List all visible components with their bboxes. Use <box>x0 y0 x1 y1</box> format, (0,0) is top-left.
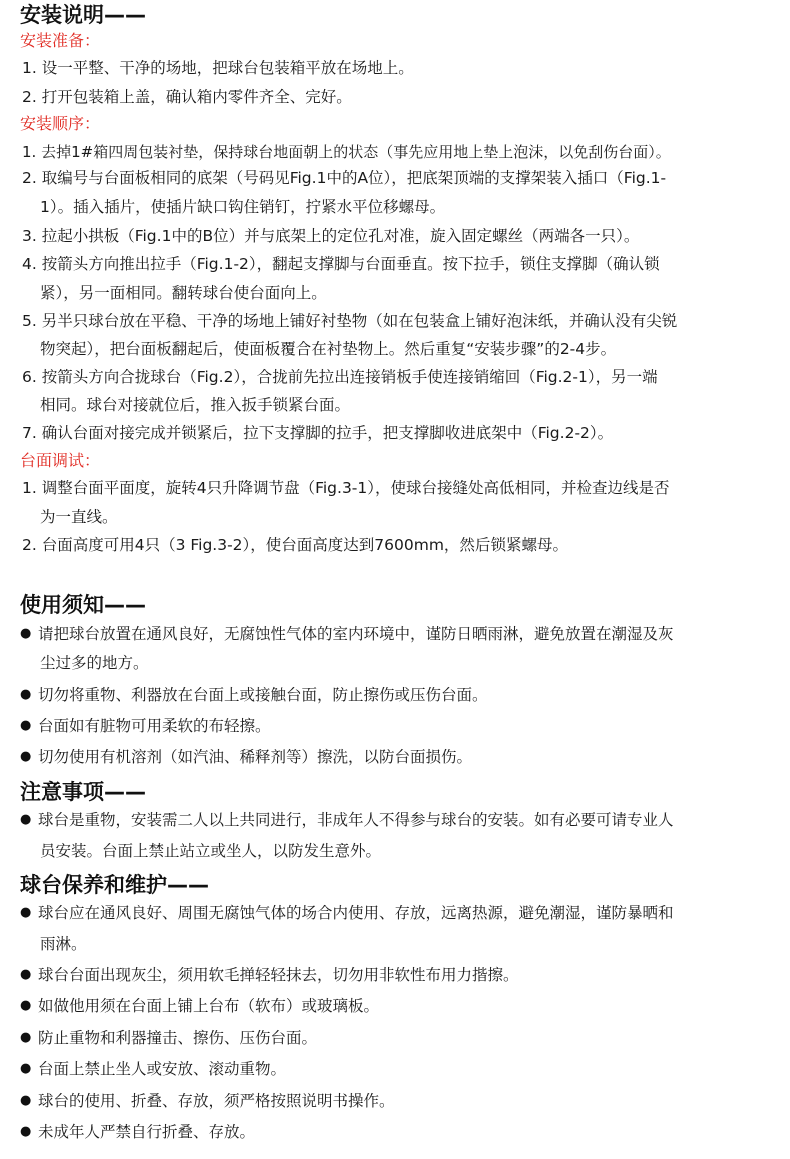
bullet-dot: ● <box>20 998 32 1013</box>
bullet-dot: ● <box>20 1030 32 1045</box>
prep-line: 1. 设一平整、干净的场地，把球台包装箱平放在场地上。 <box>22 59 414 77</box>
bullet-dot: ● <box>20 687 32 702</box>
maintain-line: 如做他用须在台面上铺上台布（软布）或玻璃板。 <box>38 997 380 1015</box>
bullet-dot: ● <box>20 812 32 827</box>
bullet-dot: ● <box>20 749 32 764</box>
maintain-line: 球台台面出现灰尘，须用软毛掸轻轻抹去，切勿用非软性布用力揩擦。 <box>38 966 519 984</box>
maintain-line: 未成年人严禁自行折叠、存放。 <box>38 1123 256 1141</box>
order-line: 7. 确认台面对接完成并锁紧后，拉下支撑脚的拉手，把支撑脚收进底架中（Fig.2-2）。 <box>22 424 614 442</box>
order-line: 3. 拉起小拱板（Fig.1中的B位）并与底架上的定位孔对准，旋入固定螺丝（两端各一只）。 <box>22 227 640 245</box>
install-order-heading: 安装顺序： <box>20 114 101 133</box>
bullet-dot: ● <box>20 1061 32 1076</box>
bullet-dot: ● <box>20 1093 32 1108</box>
usage-title: 使用须知—— <box>20 593 146 617</box>
order-line-cont: 1）。插入插片，使插片缺口钩住销钉，拧紧水平位移螺母。 <box>40 198 446 216</box>
notice-line-cont: 员安装。台面上禁止站立或坐人，以防发生意外。 <box>40 842 382 860</box>
bullet-dot: ● <box>20 718 32 733</box>
usage-line: 切勿使用有机溶剂（如汽油、稀释剂等）擦洗，以防台面损伤。 <box>38 748 473 766</box>
order-line: 5. 另半只球台放在平稳、干净的场地上铺好衬垫物（如在包装盒上铺好泡沫纸，并确认没有尖锐 <box>22 312 678 330</box>
notice-line: 球台是重物，安装需二人以上共同进行，非成年人不得参与球台的安装。如有必要可请专业人 <box>38 811 674 829</box>
adjust-line-cont: 为一直线。 <box>40 508 118 526</box>
bullet-dot: ● <box>20 967 32 982</box>
adjust-line: 1. 调整台面平面度，旋转4只升降调节盘（Fig.3-1），使球台接缝处高低相同，并检查边线是否 <box>22 479 670 497</box>
install-title: 安装说明—— <box>20 3 146 27</box>
order-line: 4. 按箭头方向推出拉手（Fig.1-2），翻起支撑脚与台面垂直。按下拉手，锁住支撑脚（确认锁 <box>22 255 660 273</box>
order-line-cont: 相同。球台对接就位后，推入扳手锁紧台面。 <box>40 396 351 414</box>
maintain-line: 台面上禁止坐人或安放、滚动重物。 <box>38 1060 287 1078</box>
notice-title: 注意事项—— <box>20 780 146 804</box>
maintain-title: 球台保养和维护—— <box>20 873 209 897</box>
install-adjust-heading: 台面调试： <box>20 451 101 470</box>
maintain-line-cont: 雨淋。 <box>40 935 87 953</box>
order-line: 1. 去掉1#箱四周包装衬垫，保持球台地面朝上的状态（事先应用地上垫上泡沫，以免刮伤台面）。 <box>22 143 671 161</box>
usage-line: 台面如有脏物可用柔软的布轻擦。 <box>38 717 271 735</box>
usage-line: 请把球台放置在通风良好，无腐蚀性气体的室内环境中，谨防日晒雨淋，避免放置在潮湿及灰 <box>38 625 674 643</box>
bullet-dot: ● <box>20 1124 32 1139</box>
adjust-line: 2. 台面高度可用4只（3 Fig.3-2），使台面高度达到7600mm，然后锁紧螺母。 <box>22 536 568 554</box>
maintain-line: 球台应在通风良好、周围无腐蚀气体的场合内使用、存放，远离热源，避免潮湿，谨防暴晒和 <box>38 904 674 922</box>
order-line: 2. 取编号与台面板相同的底架（号码见Fig.1中的A位），把底架顶端的支撑架装入插口（Fig.1- <box>22 169 667 187</box>
usage-line-cont: 尘过多的地方。 <box>40 654 149 672</box>
order-line-cont: 紧），另一面相同。翻转球台使台面向上。 <box>40 284 327 302</box>
order-line-cont: 物突起），把台面板翻起后，使面板覆合在衬垫物上。然后重复“安装步骤”的2-4步。 <box>40 340 617 358</box>
usage-line: 切勿将重物、利器放在台面上或接触台面，防止擦伤或压伤台面。 <box>38 686 488 704</box>
order-line: 6. 按箭头方向合拢球台（Fig.2），合拢前先拉出连接销板手使连接销缩回（Fig.2-1），另一端 <box>22 368 658 386</box>
maintain-line: 球台的使用、折叠、存放，须严格按照说明书操作。 <box>38 1092 395 1110</box>
bullet-dot: ● <box>20 626 32 641</box>
bullet-dot: ● <box>20 905 32 920</box>
install-prep-heading: 安装准备： <box>20 31 101 50</box>
maintain-line: 防止重物和利器撞击、擦伤、压伤台面。 <box>38 1029 318 1047</box>
prep-line: 2. 打开包装箱上盖，确认箱内零件齐全、完好。 <box>22 88 352 106</box>
